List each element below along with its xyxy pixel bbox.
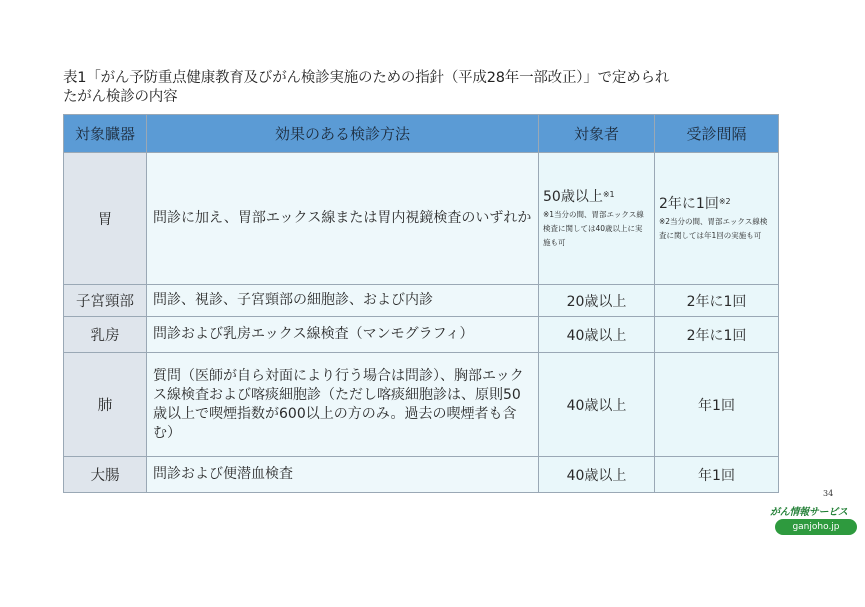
target-text: 50歳以上: [543, 188, 603, 205]
interval-cell: 年1回: [655, 457, 779, 493]
interval-footnote: ※2当分の間、胃部エックス線検査に関しては年1回の実施も可: [659, 216, 768, 240]
ganjoho-url-badge: ganjoho.jp: [775, 519, 857, 535]
target-footnote-mark: ※1: [602, 189, 615, 199]
method-cell: 問診および便潜血検査: [147, 457, 539, 493]
interval-footnote-mark: ※2: [718, 196, 731, 206]
target-value: [543, 188, 650, 206]
interval-cell: [655, 153, 779, 285]
header-method: 効果のある検診方法: [147, 115, 539, 153]
table-caption: [63, 69, 803, 107]
interval-cell: 年1回: [655, 353, 779, 457]
target-footnote: ※1当分の間、胃部エックス線検査に関しては40歳以上に実施も可: [543, 209, 644, 247]
target-cell: 40歳以上: [539, 457, 655, 493]
table-row: [64, 353, 779, 457]
header-organ: 対象臓器: [64, 115, 147, 153]
caption-line-2: たがん検診の内容: [63, 89, 178, 105]
table-row: [64, 317, 779, 353]
organ-cell: 大腸: [64, 457, 147, 493]
interval-text: 2年に1回: [659, 195, 719, 212]
method-cell: 問診に加え、胃部エックス線または胃内視鏡検査のいずれか: [147, 153, 539, 285]
organ-cell: 子宮頸部: [64, 285, 147, 317]
method-cell: 質問（医師が自ら対面により行う場合は問診）、胸部エックス線検査および喀痰細胞診（ただし喀痰細胞診は、原則50歳以上で喫煙指数が600以上の方のみ。過去の喫煙者も含む）: [147, 353, 539, 457]
cancer-screening-table: [63, 114, 779, 493]
target-cell: 40歳以上: [539, 317, 655, 353]
table-row: [64, 153, 779, 285]
interval-cell: 2年に1回: [655, 317, 779, 353]
header-target: 対象者: [539, 115, 655, 153]
header-interval: 受診間隔: [655, 115, 779, 153]
organ-cell: 乳房: [64, 317, 147, 353]
target-cell: [539, 153, 655, 285]
interval-cell: 2年に1回: [655, 285, 779, 317]
organ-cell: 肺: [64, 353, 147, 457]
organ-cell: 胃: [64, 153, 147, 285]
method-cell: 問診および乳房エックス線検査（マンモグラフィ）: [147, 317, 539, 353]
table-row: [64, 457, 779, 493]
interval-value: [659, 195, 774, 213]
page-number: 34: [823, 489, 834, 498]
table-header-row: [64, 115, 779, 153]
caption-line-1: 表1「がん予防重点健康教育及びがん検診実施のための指針（平成28年一部改正）」で定められ: [63, 70, 670, 86]
target-cell: 40歳以上: [539, 353, 655, 457]
table-row: [64, 285, 779, 317]
target-cell: 20歳以上: [539, 285, 655, 317]
ganjoho-logo-text: がん情報サービス: [770, 507, 848, 518]
method-cell: 問診、視診、子宮頸部の細胞診、および内診: [147, 285, 539, 317]
